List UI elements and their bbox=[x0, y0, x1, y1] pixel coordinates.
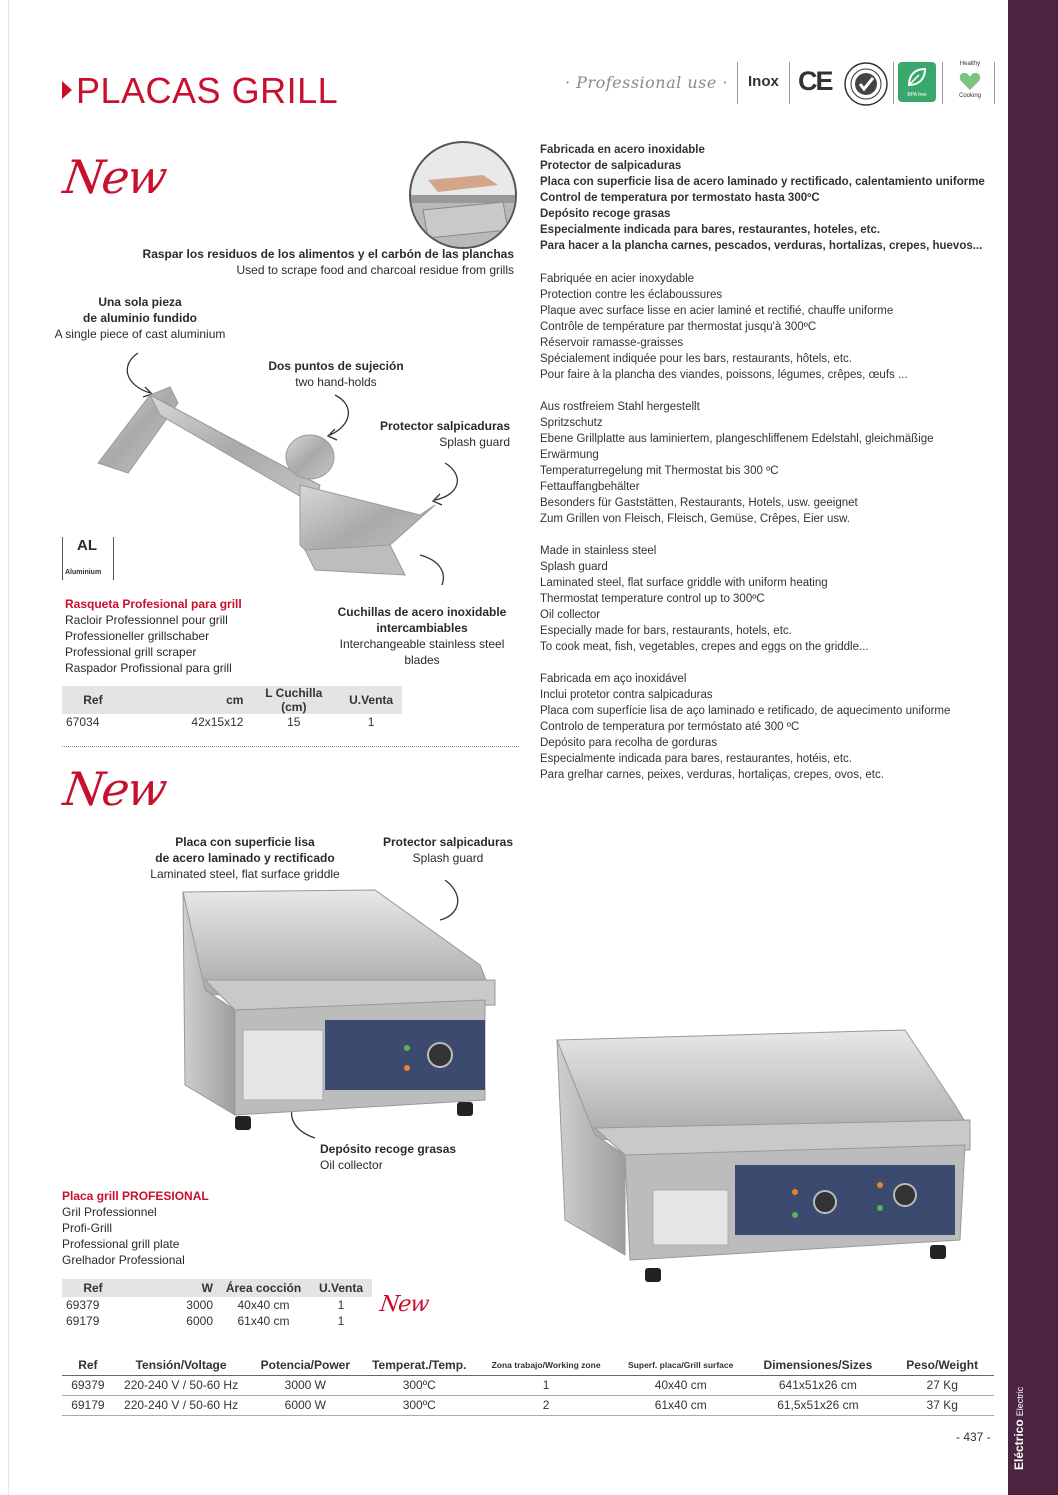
spec-line: Zum Grillen von Fleisch, Fleisch, Gemüse, Crêpes, Eier usw. bbox=[540, 513, 850, 525]
callout-blades-es-2: intercambiables bbox=[376, 621, 468, 635]
table-cell: 220-240 V / 50-60 Hz bbox=[114, 1375, 249, 1395]
page-number: - 437 - bbox=[956, 1430, 991, 1444]
callout-single-piece bbox=[40, 294, 240, 342]
table-cell: 69179 bbox=[62, 1395, 114, 1415]
callout-blades-en-2: blades bbox=[404, 653, 440, 667]
spec-line: Erwärmung bbox=[540, 449, 599, 461]
callout-blades-es-1: Cuchillas de acero inoxidable bbox=[337, 605, 507, 619]
callout-scrape-es: Raspar los residuos de los alimentos y el carbón de las planchas bbox=[142, 247, 514, 261]
page-title-text: PLACAS GRILL bbox=[76, 70, 339, 111]
table-cell: 6000 bbox=[186, 1314, 213, 1328]
scraper-name-en: Professional grill scraper bbox=[65, 645, 197, 659]
spec-line: Control de temperatura por termostato hasta 300ºC bbox=[540, 192, 820, 204]
callout-grill-splash-en: Splash guard bbox=[412, 851, 484, 865]
cert-divider bbox=[789, 62, 790, 104]
aluminium-label: Aluminium bbox=[65, 569, 102, 576]
spec-line: Protection contre les éclaboussures bbox=[540, 289, 723, 301]
professional-use-label: · Professional use · bbox=[565, 73, 728, 92]
scraper-usage-photo bbox=[408, 140, 518, 250]
callout-blades bbox=[322, 604, 522, 668]
table-cell: 15 bbox=[287, 715, 301, 729]
callout-scrape-en: Used to scrape food and charcoal residue from grills bbox=[236, 263, 514, 277]
table-header-row bbox=[62, 1355, 994, 1375]
scraper-name-fr: Racloir Professionnel pour grill bbox=[65, 613, 228, 627]
callout-scrape bbox=[110, 246, 514, 278]
table-cell: 300ºC bbox=[362, 1395, 476, 1415]
rohs-seal-icon bbox=[843, 61, 889, 107]
spec-line: Réservoir ramasse-graisses bbox=[540, 337, 684, 349]
spec-line: Made in stainless steel bbox=[540, 545, 657, 557]
spec-line: Thermostat temperature control up to 300ºC bbox=[540, 593, 765, 605]
callout-hand-holds-es: Dos puntos de sujeción bbox=[268, 359, 404, 373]
spec-line: Plaque avec surface lisse en acier laminé et rectifié, chauffe uniforme bbox=[540, 305, 894, 317]
table-cell: 69379 bbox=[66, 1298, 100, 1312]
callout-oil-collector-es: Depósito recoge grasas bbox=[320, 1142, 457, 1156]
healthy-cooking-badge bbox=[950, 60, 990, 100]
table-cell: 1 bbox=[367, 715, 375, 729]
table-cell: 69179 bbox=[66, 1314, 100, 1328]
table-cell: 641x51x26 cm bbox=[745, 1375, 890, 1395]
bpa-free-badge bbox=[898, 62, 936, 102]
cert-divider bbox=[942, 62, 943, 104]
table-header: Dimensiones/Sizes bbox=[745, 1355, 890, 1375]
spec-line: Fabriquée en acier inoxydable bbox=[540, 273, 695, 285]
spec-line: Inclui protetor contra salpicaduras bbox=[540, 689, 713, 701]
spec-table bbox=[62, 1355, 994, 1416]
section-sidebar bbox=[1008, 0, 1058, 1495]
spec-line: Splash guard bbox=[540, 561, 608, 573]
table-row bbox=[62, 1375, 994, 1395]
spec-line: Depósito recoge grasas bbox=[540, 208, 671, 220]
spec-line: Fettauffangbehälter bbox=[540, 481, 640, 493]
spec-line: Especially made for bars, restaurants, hotels, etc. bbox=[540, 625, 792, 637]
spec-line: Protector de salpicaduras bbox=[540, 160, 682, 172]
table-header-row bbox=[62, 686, 402, 714]
scraper-name-de: Professioneller grillschaber bbox=[65, 629, 210, 643]
table-header: U.Venta bbox=[340, 686, 402, 714]
specs-es bbox=[540, 142, 1000, 254]
table-cell: 1 bbox=[476, 1375, 616, 1395]
spec-line: Placa con superficie lisa de acero laminado y rectificado, calentamiento uniforme bbox=[540, 176, 985, 188]
callout-single-piece-en: A single piece of cast aluminium bbox=[54, 327, 226, 341]
table-cell: 2 bbox=[476, 1395, 616, 1415]
aluminium-code: AL bbox=[77, 537, 97, 554]
callout-flat-plate-en: Laminated steel, flat surface griddle bbox=[150, 867, 340, 881]
callout-single-piece-es-2: de aluminio fundido bbox=[83, 311, 197, 325]
table-cell: 40x40 cm bbox=[616, 1375, 745, 1395]
spec-line: Spritzschutz bbox=[540, 417, 603, 429]
table-cell: 300ºC bbox=[362, 1375, 476, 1395]
heart-icon bbox=[958, 70, 982, 92]
table-header-row bbox=[62, 1279, 372, 1297]
table-header: Zona trabajo/Working zone bbox=[476, 1355, 616, 1375]
title-triangle-icon bbox=[62, 81, 72, 99]
specs-de bbox=[540, 399, 1000, 527]
callout-grill-splash-es: Protector salpicaduras bbox=[382, 835, 514, 849]
sidebar-label bbox=[1014, 1387, 1026, 1470]
new-label-small: New bbox=[378, 1292, 430, 1317]
table-cell: 1 bbox=[337, 1314, 345, 1328]
callout-oil-collector-en: Oil collector bbox=[320, 1158, 383, 1172]
table-cell: 67034 bbox=[66, 715, 100, 729]
table-row bbox=[62, 714, 402, 730]
callout-flat-plate-es-2: de acero laminado y rectificado bbox=[155, 851, 335, 865]
table-cell: 3000 bbox=[186, 1298, 213, 1312]
callout-single-piece-es-1: Una sola pieza bbox=[98, 295, 182, 309]
grill-table bbox=[62, 1279, 372, 1329]
grill-scraper-photo bbox=[90, 345, 510, 585]
cert-divider bbox=[737, 62, 738, 104]
scraper-name-pt: Raspador Profissional para grill bbox=[65, 661, 232, 675]
spec-line: Fabricada em aço inoxidável bbox=[540, 673, 687, 685]
table-header: Ref bbox=[62, 686, 124, 714]
table-cell: 61x40 cm bbox=[237, 1314, 290, 1328]
table-row bbox=[62, 1395, 994, 1415]
specs-pt bbox=[540, 671, 1000, 783]
spec-line: Fabricada en acero inoxidable bbox=[540, 144, 705, 156]
table-cell: 6000 W bbox=[248, 1395, 362, 1415]
spec-line: Besonders für Gaststätten, Restaurants, Hotels, usw. geeignet bbox=[540, 497, 858, 509]
spec-line: Controlo de temperatura por termóstato até 300 ºC bbox=[540, 721, 800, 733]
table-row bbox=[62, 1297, 372, 1313]
table-header: U.Venta bbox=[310, 1279, 372, 1297]
table-cell: 220-240 V / 50-60 Hz bbox=[114, 1395, 249, 1415]
table-header: Ref bbox=[62, 1355, 114, 1375]
spec-line: Aus rostfreiem Stahl hergestellt bbox=[540, 401, 700, 413]
callout-hand-holds-en: two hand-holds bbox=[295, 375, 377, 389]
callout-flat-plate-es-1: Placa con superficie lisa bbox=[175, 835, 315, 849]
sidebar-label-en: Electric bbox=[1015, 1386, 1025, 1417]
double-grill-photo bbox=[545, 1010, 975, 1285]
healthy-label: Healthy bbox=[959, 61, 981, 67]
table-cell: 61x40 cm bbox=[616, 1395, 745, 1415]
specs-fr bbox=[540, 271, 1000, 383]
table-header: Superf. placa/Grill surface bbox=[616, 1355, 745, 1375]
sidebar-label-es: Eléctrico bbox=[1012, 1419, 1026, 1470]
table-cell: 69379 bbox=[62, 1375, 114, 1395]
callout-splash-guard-en: Splash guard bbox=[439, 435, 510, 449]
callout-blades-en-1: Interchangeable stainless steel bbox=[339, 637, 505, 651]
spec-line: Pour faire à la plancha des viandes, poissons, légumes, crêpes, œufs ... bbox=[540, 369, 908, 381]
table-header: W bbox=[124, 1279, 217, 1297]
scraper-product-info bbox=[65, 596, 242, 676]
cooking-label: Cooking bbox=[958, 93, 981, 99]
table-row bbox=[62, 1313, 372, 1329]
table-cell: 42x15x12 bbox=[191, 715, 244, 729]
table-header: cm bbox=[124, 686, 248, 714]
grill-name-en: Professional grill plate bbox=[62, 1237, 180, 1251]
scraper-product-title: Rasqueta Profesional para grill bbox=[65, 597, 242, 611]
spec-line: Temperaturregelung mit Thermostat bis 300 ºC bbox=[540, 465, 779, 477]
grill-product-title: Placa grill PROFESIONAL bbox=[62, 1189, 209, 1203]
table-cell: 27 Kg bbox=[890, 1375, 994, 1395]
grill-name-fr: Gril Professionnel bbox=[62, 1205, 157, 1219]
spec-line: Contrôle de température par thermostat jusqu'à 300ºC bbox=[540, 321, 817, 333]
table-header: Potencia/Power bbox=[248, 1355, 362, 1375]
table-cell: 1 bbox=[337, 1298, 345, 1312]
aluminium-badge bbox=[62, 537, 114, 580]
spec-line: To cook meat, fish, vegetables, crepes and eggs on the griddle... bbox=[540, 641, 869, 653]
single-grill-photo bbox=[175, 880, 505, 1150]
grill-name-pt: Grelhador Professional bbox=[62, 1253, 185, 1267]
cert-divider bbox=[994, 62, 995, 104]
table-header: Peso/Weight bbox=[890, 1355, 994, 1375]
table-header: Ref bbox=[62, 1279, 124, 1297]
spec-line: Oil collector bbox=[540, 609, 601, 621]
spec-line: Ebene Grillplatte aus laminiertem, plangeschliffenem Edelstahl, gleichmäßige bbox=[540, 433, 934, 445]
table-cell: 40x40 cm bbox=[237, 1298, 290, 1312]
table-cell: 3000 W bbox=[248, 1375, 362, 1395]
new-label: New bbox=[60, 762, 169, 816]
spec-line: Spécialement indiquée pour les bars, restaurants, hôtels, etc. bbox=[540, 353, 852, 365]
inox-badge: Inox bbox=[748, 73, 779, 90]
spec-line: Laminated steel, flat surface griddle with uniform heating bbox=[540, 577, 828, 589]
grill-product-info bbox=[62, 1188, 209, 1268]
callout-grill-splash bbox=[370, 834, 526, 866]
ce-mark-icon: CE bbox=[798, 66, 832, 96]
callout-flat-plate bbox=[132, 834, 358, 882]
table-header: Temperat./Temp. bbox=[362, 1355, 476, 1375]
spec-line: Placa com superfície lisa de aço laminado e retificado, de aquecimento uniforme bbox=[540, 705, 951, 717]
table-cell: 61,5x51x26 cm bbox=[745, 1395, 890, 1415]
spec-line: Depósito para recolha de gorduras bbox=[540, 737, 718, 749]
spec-line: Para grelhar carnes, peixes, verduras, hortaliças, crepes, ovos, etc. bbox=[540, 769, 884, 781]
table-header: Área cocción bbox=[217, 1279, 310, 1297]
spec-line: Especialmente indicada para bares, restaurantes, hoteles, etc. bbox=[540, 224, 881, 236]
scraper-table bbox=[62, 686, 402, 730]
spec-line: Especialmente indicada para bares, restaurantes, hotéis, etc. bbox=[540, 753, 852, 765]
table-header: L Cuchilla (cm) bbox=[247, 686, 340, 714]
table-cell: 37 Kg bbox=[890, 1395, 994, 1415]
spec-line: Para hacer a la plancha carnes, pescados, verduras, hortalizas, crepes, huevos... bbox=[540, 240, 983, 252]
grill-name-de: Profi-Grill bbox=[62, 1221, 112, 1235]
section-divider bbox=[62, 746, 519, 747]
bpa-free-label: BPA free bbox=[907, 92, 927, 98]
table-header: Tensión/Voltage bbox=[114, 1355, 249, 1375]
callout-splash-guard-es: Protector salpicaduras bbox=[379, 419, 510, 433]
left-margin-rule bbox=[8, 0, 9, 1495]
cert-divider bbox=[893, 62, 894, 104]
leaf-icon bbox=[906, 66, 928, 88]
page-title bbox=[62, 70, 338, 112]
new-label: New bbox=[60, 150, 169, 204]
specs-en bbox=[540, 543, 1000, 655]
